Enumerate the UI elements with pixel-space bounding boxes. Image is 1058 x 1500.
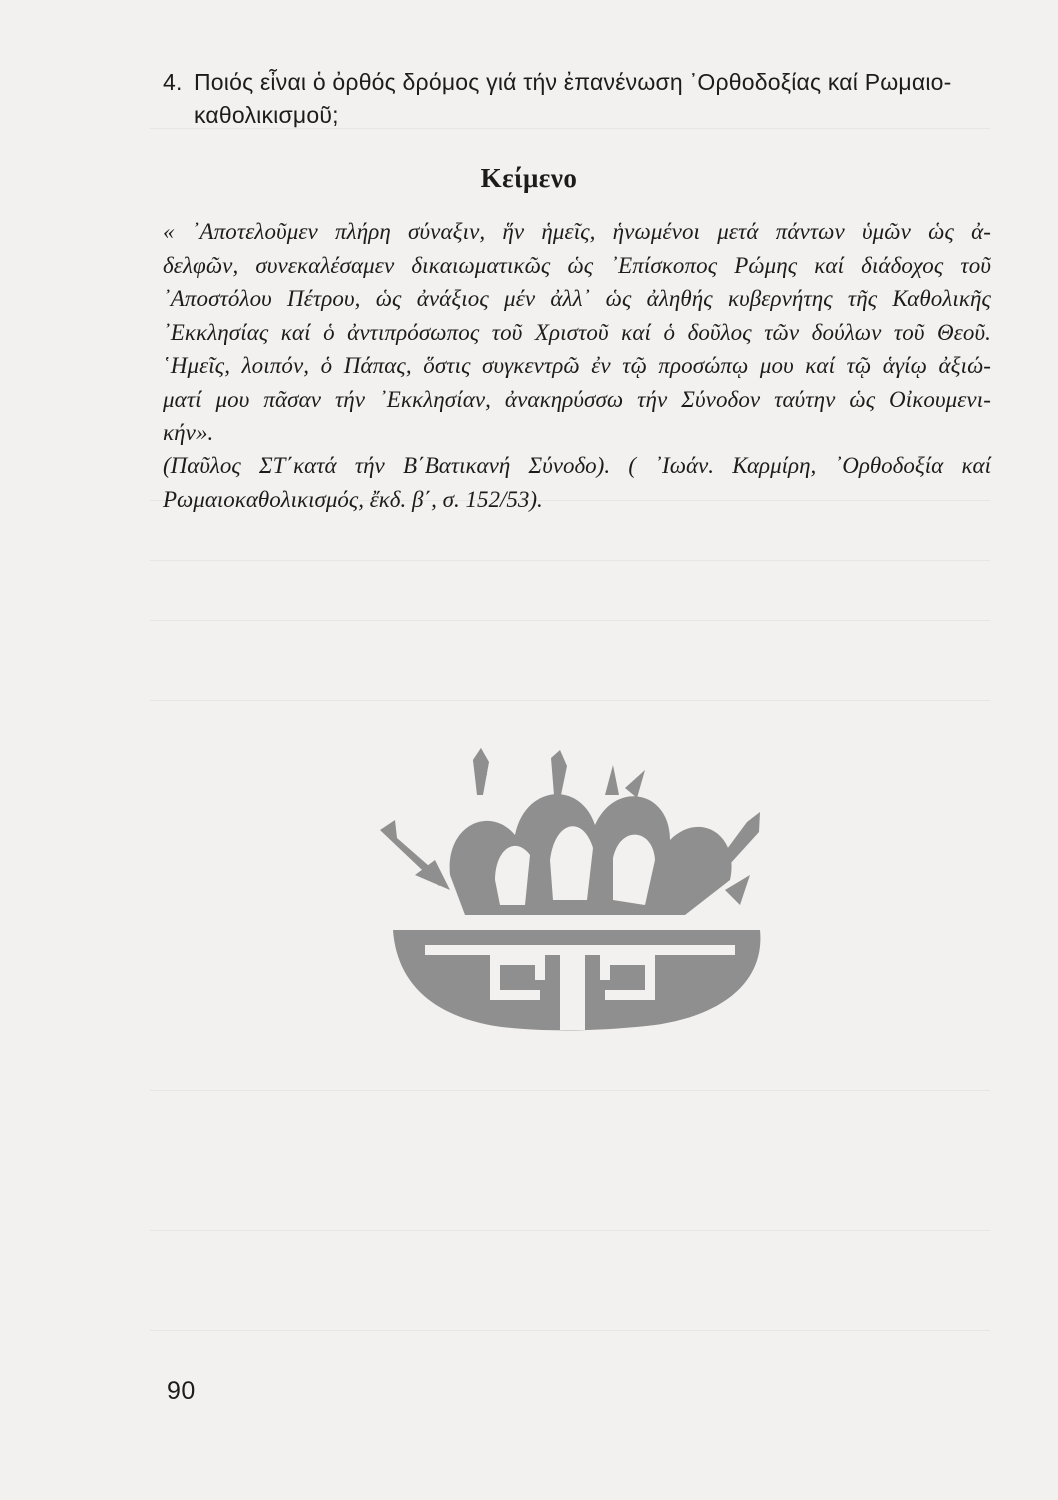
quote-line: ῾Ημεῖς, λοιπόν, ὁ Πάπας, ὅστις συγκεντρῶ ἐν τῷ προσώπῳ μου καί τῷ ἁγίῳ ἀξιώ- <box>163 353 991 378</box>
sunburst-ornament-icon <box>355 740 795 1080</box>
page-number: 90 <box>167 1377 196 1405</box>
citation-line-1: (Παῦλος ΣΤ΄κατά τήν Β΄Βατικανή Σύνοδο). ( ᾿Ιωάν. Καρμίρη, ᾿Ορθοδοξία καί <box>163 453 991 478</box>
quote-line: ᾿Αποστόλου Πέτρου, ὡς ἀνάξιος μέν ἀλλ᾿ ὡς ἀληθής κυβερνήτης τῆς Καθολικῆς <box>163 286 991 311</box>
question-text-line-2: καθολικισμοῦ; <box>194 102 339 128</box>
question-text-line-1: Ποιός εἶναι ὁ ὀρθός δρόμος γιά τήν ἐπανένωση ᾿Ορθοδοξίας καί Ρωμαιο- <box>194 69 952 95</box>
quotation-block <box>163 215 991 450</box>
quote-line: « ᾿Αποτελοῦμεν πλήρη σύναξιν, ἥν ἡμεῖς, ἡνωμένοι μετά πάντων ὑμῶν ὡς ἀ- <box>163 219 991 244</box>
citation-line-2: Ρωμαιοκαθολικισμός, ἔκδ. β΄, σ. 152/53). <box>163 486 543 512</box>
source-citation <box>163 449 991 516</box>
question-heading <box>163 66 998 132</box>
quote-line: ματί μου πᾶσαν τήν ᾿Εκκλησίαν, ἀνακηρύσσω τήν Σύνοδον ταύτην ὡς Οἰκουμενι- <box>163 386 991 412</box>
quote-line: δελφῶν, συνεκαλέσαμεν δικαιωματικῶς ὡς ᾿Επίσκοπος Ρώμης καί διάδοχος τοῦ <box>163 252 991 278</box>
quote-line: ᾿Εκκλησίας καί ὁ ἀντιπρόσωπος τοῦ Χριστοῦ καί ὁ δοῦλος τῶν δούλων τοῦ Θεοῦ. <box>163 319 991 345</box>
section-title: Κείμενο <box>480 163 578 193</box>
question-number: 4. <box>163 69 183 95</box>
quote-line: κήν». <box>163 420 214 445</box>
